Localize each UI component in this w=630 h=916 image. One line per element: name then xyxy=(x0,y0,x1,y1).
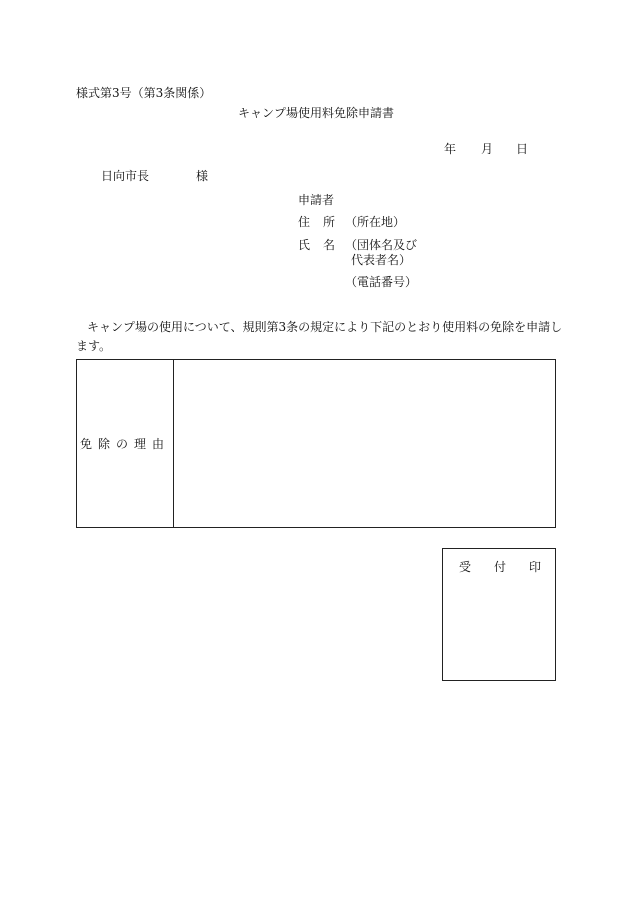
name-field[interactable]: （団体名及び xyxy=(345,238,418,252)
document-title: キャンプ場使用料免除申請書 xyxy=(238,106,395,120)
address-label xyxy=(298,213,335,230)
phone-field[interactable]: （電話番号） xyxy=(345,275,418,289)
date-month-label: 月 xyxy=(481,142,494,156)
reason-label-cell xyxy=(77,360,174,527)
name-field-note: 代表者名） xyxy=(351,253,412,267)
honorific: 様 xyxy=(196,169,209,183)
name-label-char-2: 名 xyxy=(323,238,336,252)
addressee: 日向市長 xyxy=(101,169,150,183)
body-text-line-1: キャンプ場の使用について、規則第3条の規定により下記のとおり使用料の免除を申請し xyxy=(87,320,563,334)
date-year-label: 年 xyxy=(444,142,457,156)
reason-input-area[interactable] xyxy=(174,360,555,527)
applicant-label: 申請者 xyxy=(298,193,335,207)
reason-label: 免除の理由 xyxy=(79,437,170,451)
body-text-line-2: ます。 xyxy=(76,339,112,353)
reason-table xyxy=(76,359,556,528)
reception-stamp-box xyxy=(442,548,556,681)
stamp-char-1: 受 xyxy=(459,560,472,574)
stamp-char-2: 付 xyxy=(493,560,506,574)
address-label-char-2: 所 xyxy=(323,215,336,229)
date-day-label: 日 xyxy=(516,142,529,156)
name-label-char-1: 氏 xyxy=(298,238,311,252)
address-label-char-1: 住 xyxy=(298,215,311,229)
name-label xyxy=(298,236,335,253)
address-field[interactable]: （所在地） xyxy=(345,215,406,229)
form-number: 様式第3号（第3条関係） xyxy=(76,86,212,100)
stamp-char-3: 印 xyxy=(528,560,541,574)
reception-stamp-label xyxy=(443,558,555,575)
